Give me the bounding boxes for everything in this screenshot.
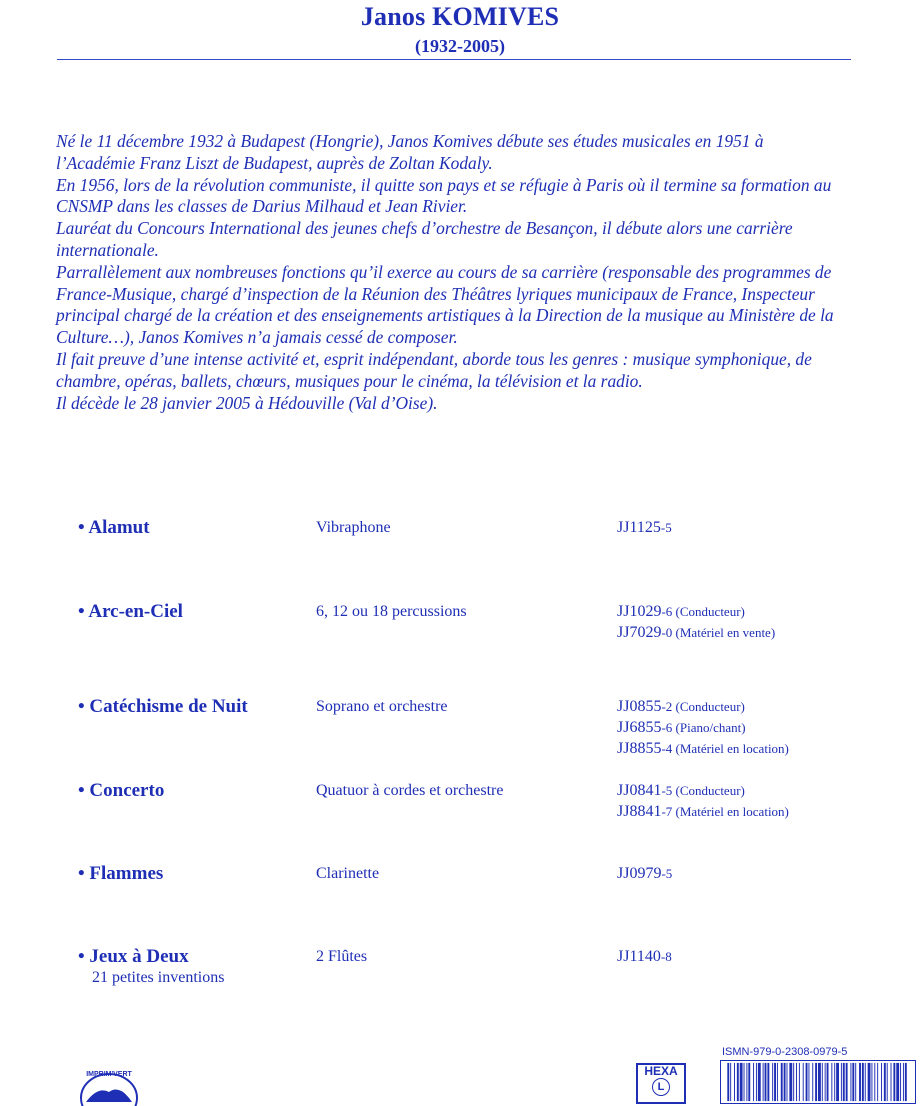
barcode-bar: [891, 1063, 892, 1101]
work-title: • Flammes: [78, 863, 164, 884]
barcode-bar: [767, 1063, 769, 1101]
bio-paragraph: Il décède le 28 janvier 2005 à Hédouville (Val d’Oise).: [56, 392, 438, 413]
work-catalog-refs: [617, 519, 672, 540]
barcode: [720, 1060, 916, 1104]
barcode-bar: [808, 1063, 809, 1101]
publisher-logo: [636, 1063, 686, 1104]
barcode-bar: [841, 1063, 842, 1101]
catalog-ref: JJ7029-0 (Matériel en vente): [617, 624, 776, 641]
barcode-bar: [784, 1063, 786, 1101]
publisher-mark: HEXA: [644, 1064, 678, 1078]
barcode-bar: [789, 1063, 792, 1101]
barcode-bar: [896, 1063, 899, 1101]
barcode-bar: [852, 1063, 854, 1101]
barcode-bar: [793, 1063, 794, 1101]
ismn-number: ISMN-979-0-2308-0979-5: [722, 1046, 848, 1058]
work-entry: [0, 696, 920, 756]
barcode-bar: [753, 1063, 754, 1101]
work-instrumentation: Soprano et orchestre: [316, 698, 448, 715]
barcode-bar: [799, 1063, 800, 1101]
catalog-ref: JJ1125-5: [617, 519, 672, 536]
publisher-letter: L: [652, 1078, 670, 1096]
barcode-bar: [874, 1063, 875, 1101]
barcode-bar: [893, 1063, 895, 1101]
imprim-vert-logo: [78, 1062, 140, 1106]
barcode-bar: [834, 1063, 835, 1101]
work-title: • Catéchisme de Nuit: [78, 696, 248, 717]
work-instrumentation: Vibraphone: [316, 519, 391, 536]
barcode-bar: [868, 1063, 871, 1101]
work-instrumentation: 2 Flûtes: [316, 948, 368, 965]
barcode-bar: [887, 1063, 888, 1101]
barcode-bar: [862, 1063, 864, 1101]
bio-paragraph: Né le 11 décembre 1932 à Budapest (Hongrie), Janos Komives débute ses études musicales en 1951 à l’Académie Franz Liszt de Budapest, auprès de Zoltan Kodaly.: [56, 131, 764, 173]
work-catalog-refs: [617, 948, 672, 969]
barcode-bar: [803, 1063, 804, 1101]
barcode-bar: [836, 1063, 839, 1101]
barcode-bar: [815, 1063, 817, 1101]
work-catalog-refs: [617, 698, 789, 761]
barcode-bar: [850, 1063, 851, 1101]
barcode-bar: [763, 1063, 764, 1101]
barcode-bar: [884, 1063, 886, 1101]
barcode-bar: [756, 1063, 757, 1101]
work-instrumentation: 6, 12 ou 18 percussions: [316, 603, 467, 620]
work-catalog-refs: [617, 782, 789, 824]
composer-dates: (1932-2005): [415, 36, 505, 56]
barcode-bar: [727, 1063, 729, 1101]
work-title: • Concerto: [78, 780, 165, 801]
work-catalog-refs: [617, 865, 672, 886]
catalog-ref: JJ8855-4 (Matériel en location): [617, 740, 789, 757]
barcode-bar: [827, 1063, 829, 1101]
catalog-ref: JJ1029-6 (Conducteur): [617, 603, 745, 620]
barcode-bar: [846, 1063, 848, 1101]
logo-leaf: [86, 1090, 132, 1102]
bio-paragraph: Parrallèlement aux nombreuses fonctions qu’il exerce au cours de sa carrière (responsable des programmes de France-Musique, chargé d’inspection de la Réunion des Théâtres lyriques municipaux de France, Inspecteur principal chargé de la création et des enseignements artistiques à la Direction de la musique au Ministère de la Culture…), Janos Komives n’a jamais cessé de composer.: [56, 261, 834, 348]
barcode-bar: [777, 1063, 778, 1101]
barcode-bar: [812, 1063, 813, 1101]
composer-name: Janos KOMIVES: [360, 2, 560, 31]
catalog-ref: JJ0979-5: [617, 865, 673, 882]
work-entry: [0, 780, 920, 840]
barcode-bar: [822, 1063, 823, 1101]
barcode-bar: [859, 1063, 861, 1101]
barcode-bar: [730, 1063, 731, 1101]
barcode-bar: [818, 1063, 821, 1101]
barcode-bar: [787, 1063, 788, 1101]
catalog-ref: JJ0841-5 (Conducteur): [617, 782, 745, 799]
barcode-bar: [772, 1063, 773, 1101]
biography: [56, 131, 836, 414]
barcode-bar: [855, 1063, 856, 1101]
barcode-bar: [871, 1063, 872, 1101]
barcode-bar: [746, 1063, 747, 1101]
work-title: • Arc-en-Ciel: [78, 601, 183, 622]
work-entry: [0, 517, 920, 577]
catalog-ref: JJ0855-2 (Conducteur): [617, 698, 745, 715]
barcode-bar: [765, 1063, 767, 1101]
catalog-ref: JJ8841-7 (Matériel en location): [617, 803, 789, 820]
barcode-bar: [796, 1063, 797, 1101]
barcode-bar: [748, 1063, 750, 1101]
work-subtitle: 21 petites inventions: [92, 969, 225, 986]
barcode-bar: [905, 1063, 907, 1101]
work-instrumentation: Quatuor à cordes et orchestre: [316, 782, 504, 799]
barcode-bar: [825, 1063, 826, 1101]
barcode-bar: [806, 1063, 808, 1101]
barcode-bar: [900, 1063, 901, 1101]
barcode-bar: [831, 1063, 832, 1101]
header-divider: [57, 59, 851, 60]
barcode-bar: [877, 1063, 878, 1101]
work-entry: [0, 601, 920, 661]
barcode-bar: [737, 1063, 739, 1101]
barcode-bar: [843, 1063, 845, 1101]
bio-paragraph: En 1956, lors de la révolution communiste, il quitte son pays et se réfugie à Paris où il termine sa formation au CNSMP dans les classes de Darius Milhaud et Jean Rivier.: [56, 174, 832, 217]
barcode-bar: [781, 1063, 783, 1101]
work-catalog-refs: [617, 603, 775, 645]
work-instrumentation: Clarinette: [316, 865, 380, 882]
barcode-bar: [740, 1063, 743, 1101]
work-title: • Alamut: [78, 517, 150, 538]
barcode-bar: [865, 1063, 866, 1101]
bio-paragraph: Il fait preuve d’une intense activité et, esprit indépendant, aborde tous les genres : musique symphonique, de chambre, opéras, ballets, chœurs, musiques pour le cinéma, la télévision et la radio.: [56, 348, 812, 391]
catalog-ref: JJ1140-8: [617, 948, 672, 965]
work-title: • Jeux à Deux: [78, 946, 189, 967]
barcode-bar: [881, 1063, 882, 1101]
work-entry: [0, 863, 920, 923]
barcode-bar: [774, 1063, 776, 1101]
bio-paragraph: Lauréat du Concours International des jeunes chefs d’orchestre de Besançon, il débute alors une carrière internationale.: [56, 218, 793, 260]
work-entry: [0, 946, 920, 1006]
barcode-bar: [903, 1063, 904, 1101]
barcode-bar: [734, 1063, 735, 1101]
catalog-ref: JJ6855-6 (Piano/chant): [617, 719, 746, 736]
barcode-bar: [744, 1063, 745, 1101]
logo-text: IMPRIM'VERT: [86, 1071, 132, 1078]
barcode-bar: [758, 1063, 761, 1101]
